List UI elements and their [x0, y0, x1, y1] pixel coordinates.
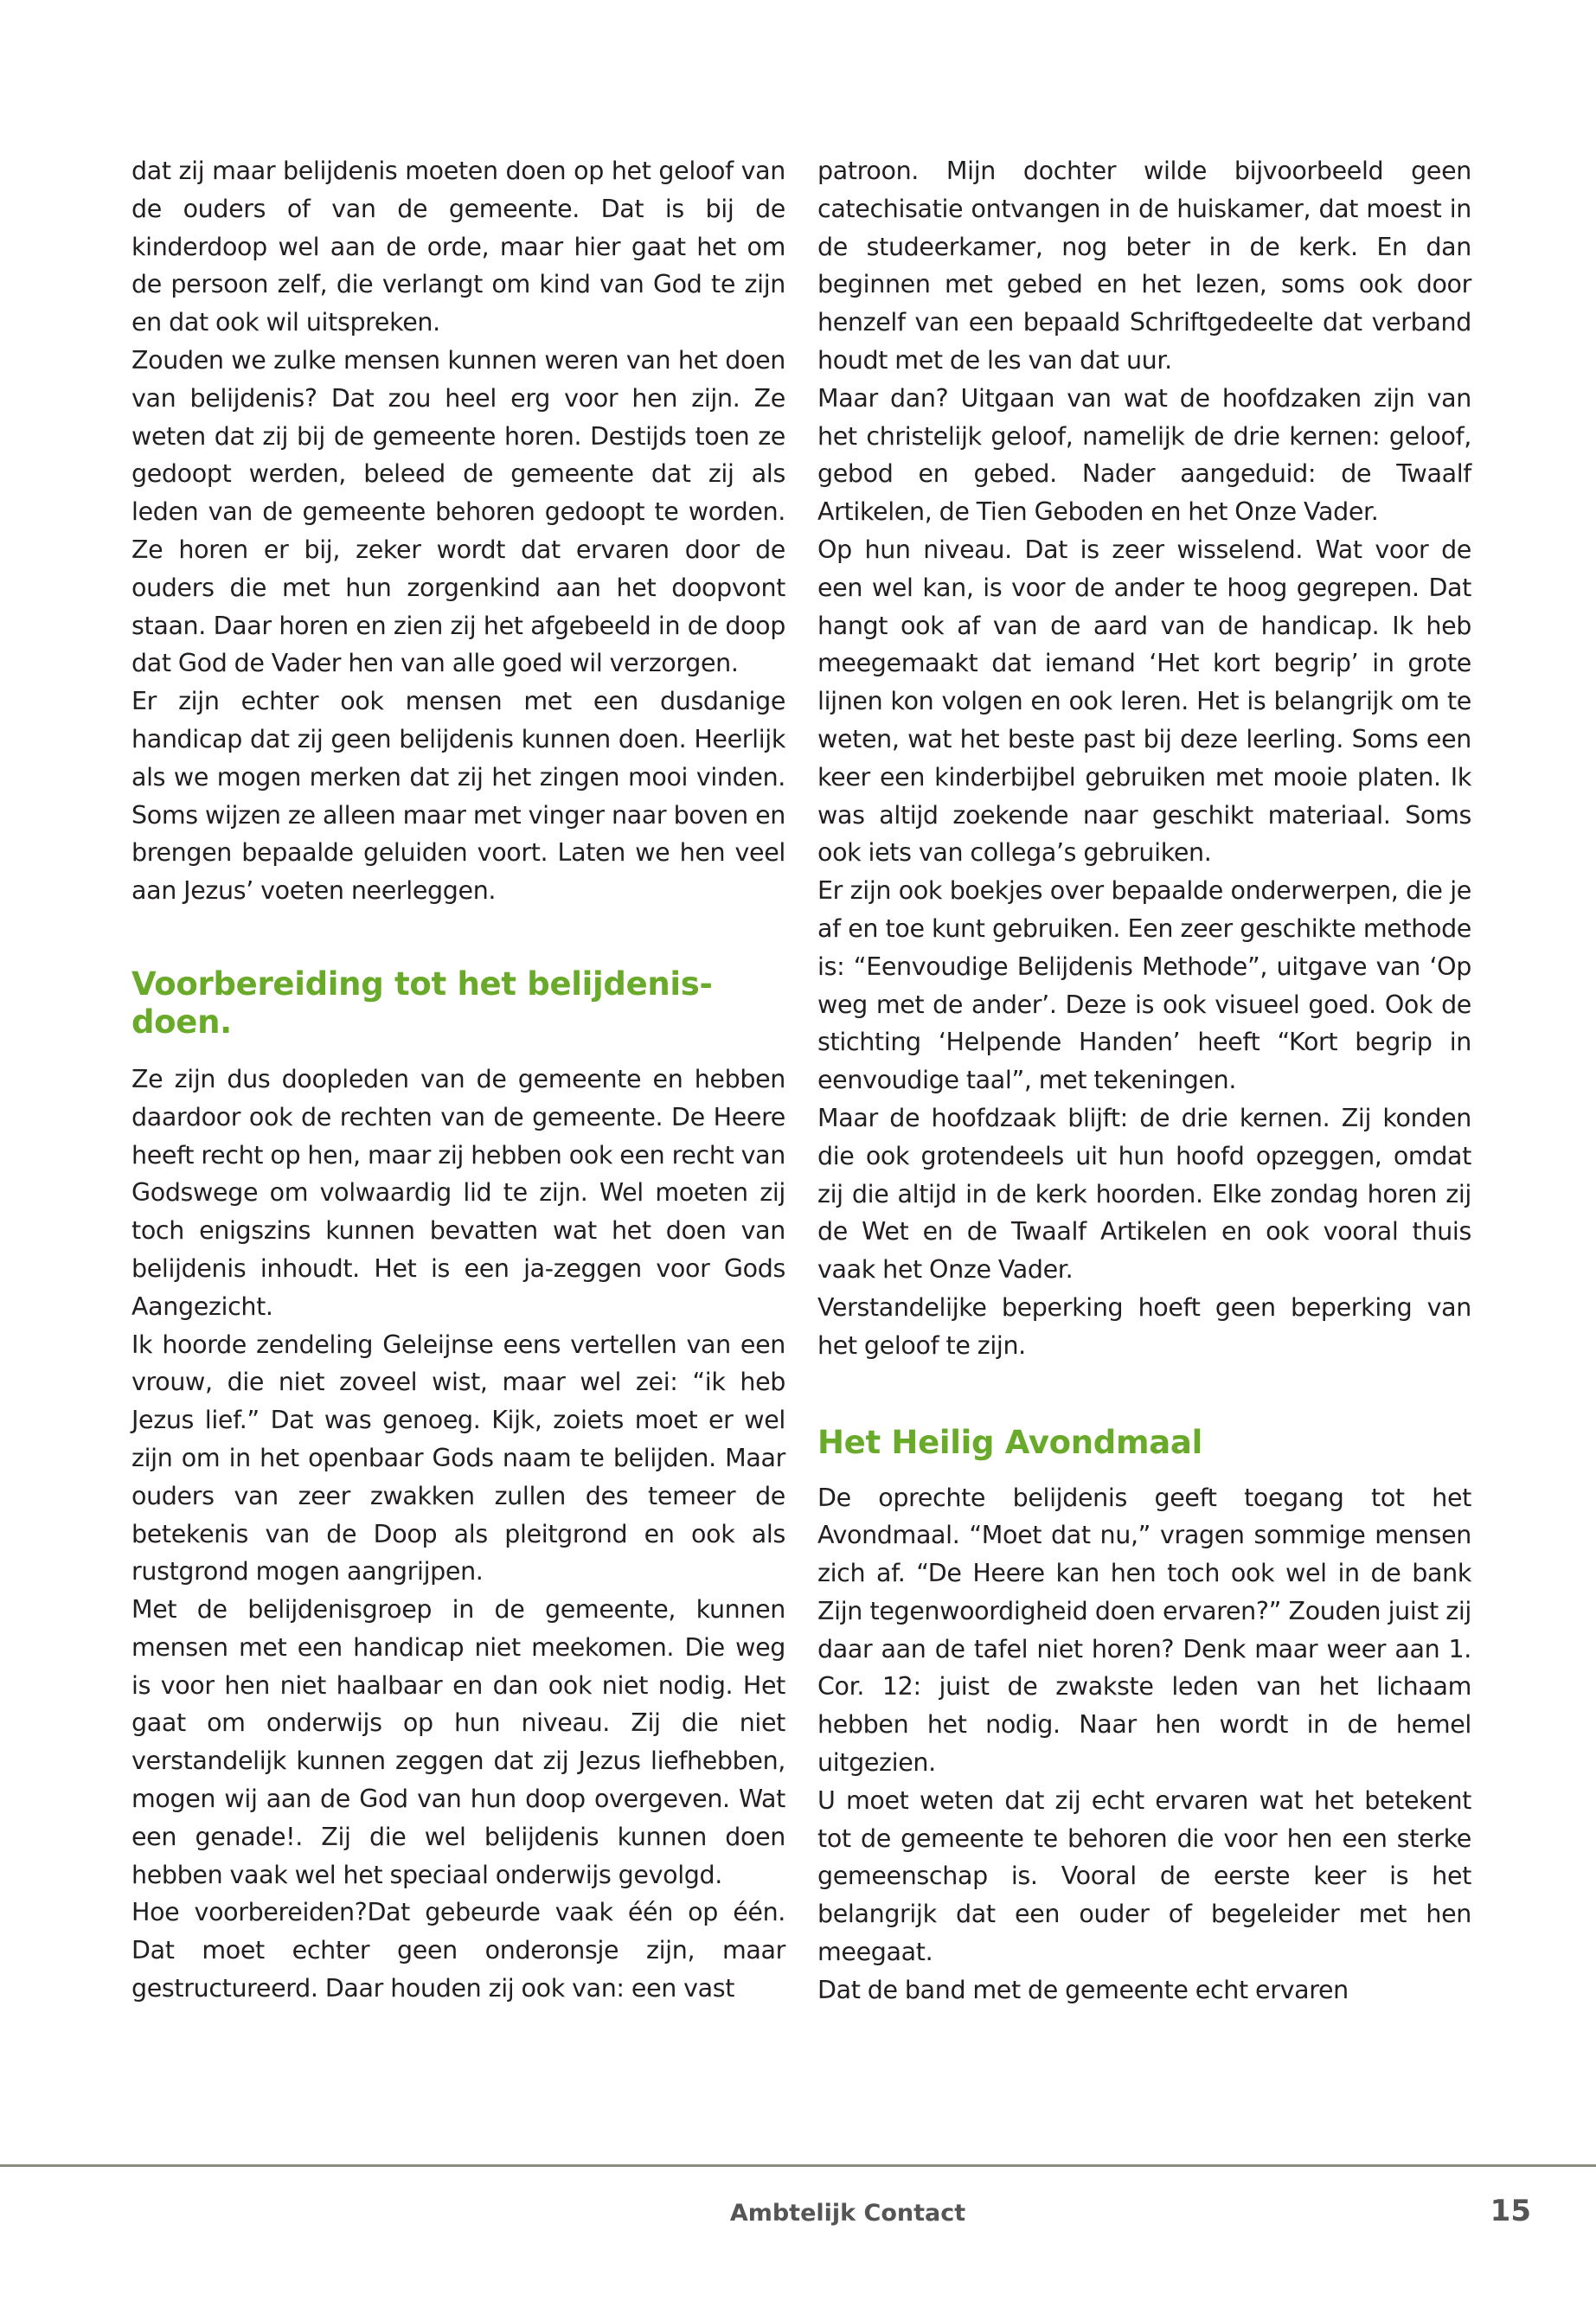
paragraph: Maar de hoofdzaak blijft: de drie kernen. Zij konden die ook grotendeels uit hun hoofd opzeggen, omdat zij die altijd in de kerk hoorden. Elke zondag horen zij de Wet en de Twaalf Artikelen en ook vooral thuis vaak het Onze Vader. [817, 1103, 1471, 1285]
paragraph: De oprechte belijdenis geeft toegang tot het Avondmaal. “Moet dat nu,” vragen sommige mensen zich af. “De Heere kan hen toch ook wel in de bank Zijn tegenwoordigheid doen ervaren?” Zouden juist zij daar aan de tafel niet horen? Denk maar weer aan 1. Cor. 12: juist de zwakste leden van het lichaam hebben het nodig. Naar hen wordt in de hemel uitgezien. [817, 1483, 1471, 1778]
paragraph: Verstandelijke beperking hoeft geen beperking van het geloof te zijn. [817, 1292, 1471, 1360]
paragraph: Er zijn ook boekjes over bepaalde onderwerpen, die je af en toe kunt gebruiken. Een zeer geschikte methode is: “Eenvoudige Belijdenis Methode”, uitgave van ‘Op weg met de ander’. Deze is ook visueel goed. Ook de stichting ‘Helpende Handen’ heeft “Kort begrip in eenvoudige taal”, met tekeningen. [817, 876, 1471, 1095]
page-number: 15 [1490, 2194, 1531, 2228]
paragraph: dat zij maar belijdenis moeten doen op het geloof van de ouders of van de gemeente. Dat is bij de kinderdoop wel aan de orde, maar hier gaat het om de persoon zelf, die verlangt om kind van God te zijn en dat ook wil uitspreken. [131, 157, 785, 337]
paragraph: patroon. Mijn dochter wilde bijvoorbeeld geen catechisatie ontvangen in de huiskamer, dat moest in de studeerkamer, nog beter in de kerk. En dan beginnen met gebed en het lezen, soms ook door henzelf van een bepaald Schriftgedeelte dat verband houdt met de les van dat uur. [817, 157, 1471, 375]
paragraph: Ik hoorde zendeling Geleijnse eens vertellen van een vrouw, die niet zoveel wist, maar wel zei: “ik heb Jezus lief.” Dat was genoeg. Kijk, zoiets moet er wel zijn om in het openbaar Gods naam te belijden. Maar ouders van zeer zwakken zullen des temeer de betekenis van de Doop als pleitgrond en ook als rustgrond mogen aangrijpen. [131, 1330, 785, 1586]
paragraph: Dat de band met de gemeente echt ervaren [817, 1975, 1349, 2004]
paragraph: Ze zijn dus doopleden van de gemeente en hebben daardoor ook de rechten van de gemeente. De Heere heeft recht op hen, maar zij hebben ook een recht van Godswege om volwaardig lid te zijn. Wel moeten zij toch enigszins kunnen bevatten wat het doen van belijdenis inhoudt. Het is een ja-zeggen voor Gods Aangezicht. [131, 1064, 785, 1321]
paragraph: Op hun niveau. Dat is zeer wisselend. Wat voor de een wel kan, is voor de ander te hoog gegrepen. Dat hangt ook af van de aard van de handicap. Ik heb meegemaakt dat iemand ‘Het kort begrip’ in grote lijnen kon volgen en ook leren. Het is belangrijk om te weten, wat het beste past bij deze leerling. Soms een keer een kinderbijbel gebruiken met mooie platen. Ik was altijd zoekende naar geschikt materiaal. Soms ook iets van collega’s gebruiken. [817, 535, 1471, 868]
section-heading-voorbereiding: Voorbereiding tot het belijdenis-doen. [131, 965, 713, 1041]
footer-divider [0, 2164, 1596, 2167]
paragraph: Zouden we zulke mensen kunnen weren van het doen van belijdenis? Dat zou heel erg voor hen zijn. Ze weten dat zij bij de gemeente horen. Destijds toen ze gedoopt werden, beleed de gemeente dat zij als leden van de gemeente behoren gedoopt te worden. Ze horen er bij, zeker wordt dat ervaren door de ouders die met hun zorgenkind aan het doopvont staan. Daar horen en zien zij het afgebeeld in de doop dat God de Vader hen van alle goed wil verzorgen. [131, 345, 785, 678]
paragraph: Hoe voorbereiden?Dat gebeurde vaak één op één. Dat moet echter geen onderonsje zijn, maar gestructureerd. Daar houden zij ook van: een vast [131, 1898, 785, 2003]
paragraph: Maar dan? Uitgaan van wat de hoofdzaken zijn van het christelijk geloof, namelijk de drie kernen: geloof, gebod en gebed. Nader aangeduid: de Twaalf Artikelen, de Tien Geboden en het Onze Vader. [817, 383, 1471, 527]
paragraph: Met de belijdenisgroep in de gemeente, kunnen mensen met een handicap niet meekomen. Die weg is voor hen niet haalbaar en dan ook niet nodig. Het gaat om onderwijs op hun niveau. Zij die niet verstandelijk kunnen zeggen dat zij Jezus liefhebben, mogen wij aan de God van hun doop overgeven. Wat een genade!. Zij die wel belijdenis kunnen doen hebben vaak wel het speciaal onderwijs gevolgd. [131, 1595, 785, 1889]
paragraph: U moet weten dat zij echt ervaren wat het betekent tot de gemeente te behoren die voor hen een sterke gemeenschap is. Vooral de eerste keer is het belangrijk dat een ouder of begeleider met hen meegaat. [817, 1785, 1471, 1967]
paragraph: Er zijn echter ook mensen met een dusdanige handicap dat zij geen belijdenis kunnen doen. Heerlijk als we mogen merken dat zij het zingen mooi vinden. Soms wijzen ze alleen maar met vinger naar boven en brengen bepaalde geluiden voort. Laten we hen veel aan Jezus’ voeten neerleggen. [131, 687, 785, 906]
right-column [817, 152, 1471, 2009]
section-heading-avondmaal: Het Heilig Avondmaal [817, 1423, 1202, 1461]
footer-publication-title: Ambtelijk Contact [729, 2200, 966, 2227]
left-column [131, 152, 785, 2008]
